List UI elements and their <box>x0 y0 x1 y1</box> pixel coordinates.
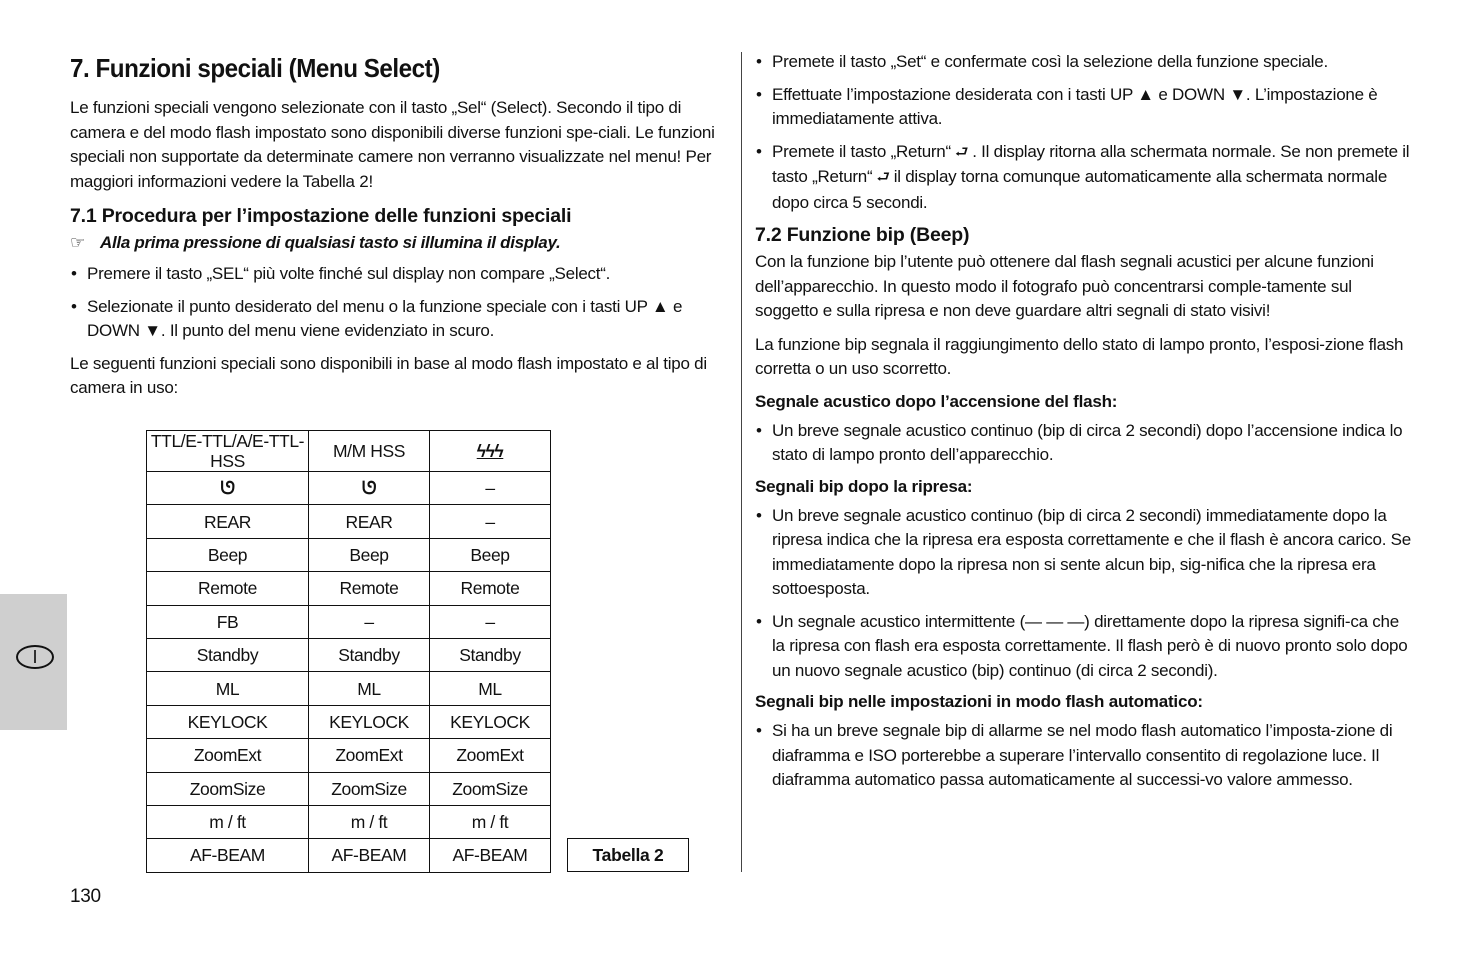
table-row <box>147 572 551 605</box>
table-cell: AF-BEAM <box>430 839 551 872</box>
table-cell: KEYLOCK <box>430 705 551 738</box>
table-cell: ZoomExt <box>147 739 309 772</box>
header-auto-flash-icon: ϟϟϟ <box>430 431 551 472</box>
intro-paragraph: Le funzioni speciali vengono selezionate con il tasto „Sel“ (Select). Secondo il tipo di camera e del modo flash impostato sono disponibili diverse funzioni spe-ciali. Le funzioni speciali non supportate da determinate camere non verranno visualizzate nel menu! Per maggiori informazioni vedere la Tabella 2! <box>70 98 715 191</box>
multi-flash-icon: ᘎ <box>309 472 430 505</box>
list-item: • Premere il tasto „SEL“ più volte finché sul display non compare „Select“. <box>70 262 720 287</box>
pointing-hand-icon: ☞ <box>70 233 85 252</box>
note-text: Alla prima pressione di qualsiasi tasto si illumina il display. <box>100 233 561 252</box>
table-cell: Remote <box>309 572 430 605</box>
list-item: • Premete il tasto „Set“ e confermate così la selezione della funzione speciale. <box>755 50 1415 75</box>
table-cell: ZoomSize <box>147 772 309 805</box>
table-cell: – <box>430 505 551 538</box>
table-cell: KEYLOCK <box>147 705 309 738</box>
section-title-7-2: 7.2 Funzione bip (Beep) <box>755 224 970 246</box>
list-item: • Un segnale acustico intermittente (— — —) direttamente dopo la ripresa signifi-ca che la ripresa con flash era esposta correttamente. Il flash però è di nuovo pronto solo dopo un nuovo segnale acustico (bip) continuo (di circa 2 secondi). <box>755 610 1415 684</box>
table-cell: Standby <box>309 638 430 671</box>
list-item: • Si ha un breve segnale bip di allarme se nel modo flash automatico l’imposta-zione di diaframma e ISO porterebbe a superare l’intervallo consentito di regolazione luce. Il diaframma automatico passa automaticamente al successi-vo valore ammesso. <box>755 719 1415 793</box>
table-cell: Beep <box>309 538 430 571</box>
after-shot-list <box>755 504 1415 684</box>
table-cell: ZoomSize <box>430 772 551 805</box>
table-cell: – <box>430 472 551 505</box>
table-cell: FB <box>147 605 309 638</box>
table-cell: m / ft <box>309 805 430 838</box>
return-icon: ⮐ <box>876 169 890 186</box>
table-row <box>147 805 551 838</box>
beep-paragraph-1: Con la funzione bip l’utente può ottenere dal flash segnali acustici per alcune funzioni dell’apparecchio. In questo modo il fotografo può concentrarsi comple-tamente sul soggetto e sulla ripresa e non deve guardare altri segnali di stato visivi! <box>755 252 1374 320</box>
table-cell: m / ft <box>430 805 551 838</box>
table-cell: ZoomExt <box>430 739 551 772</box>
table-row <box>147 705 551 738</box>
table-caption: Tabella 2 <box>567 838 689 872</box>
beep-paragraph-2: La funzione bip segnala il raggiungimento dello stato di lampo pronto, l’esposi-zione flash corretta o un uso scorretto. <box>755 334 1404 378</box>
subheading-auto-mode: Segnali bip nelle impostazioni in modo flash automatico: <box>755 692 1203 711</box>
table-cell: Standby <box>430 638 551 671</box>
return-text-b: . Il display ritorna alla schermata normale. Se non premete il tasto „Return“ <box>772 141 1410 186</box>
header-ttl: TTL/E-TTL/A/E-TTL-HSS <box>147 431 309 472</box>
table-row <box>147 772 551 805</box>
note <box>70 231 720 255</box>
table-intro: Le seguenti funzioni speciali sono disponibili in base al modo flash impostato e al tipo di camera in uso: <box>70 353 707 397</box>
multi-flash-icon: ᘎ <box>147 472 309 505</box>
table-cell: ZoomSize <box>309 772 430 805</box>
table-cell: ML <box>147 672 309 705</box>
language-side-tab <box>0 594 67 730</box>
table-row <box>147 672 551 705</box>
table-cell: – <box>309 605 430 638</box>
table-cell: KEYLOCK <box>309 705 430 738</box>
table-cell: Remote <box>430 572 551 605</box>
table-row <box>147 472 551 505</box>
set-return-list <box>755 50 1415 215</box>
auto-mode-list <box>755 719 1415 793</box>
return-text-a: Premete il tasto „Return“ <box>772 141 951 161</box>
table-cell: ML <box>309 672 430 705</box>
table-row <box>147 739 551 772</box>
table-row <box>147 638 551 671</box>
table-row <box>147 538 551 571</box>
table-cell: REAR <box>147 505 309 538</box>
table-cell: Beep <box>147 538 309 571</box>
table-cell: – <box>430 605 551 638</box>
table-row <box>147 839 551 872</box>
table-cell: REAR <box>309 505 430 538</box>
left-column <box>70 52 720 410</box>
table-cell: ML <box>430 672 551 705</box>
table-cell: AF-BEAM <box>147 839 309 872</box>
list-item <box>755 140 1415 216</box>
table-header-row <box>147 431 551 472</box>
column-divider <box>741 52 742 872</box>
table-cell: Beep <box>430 538 551 571</box>
table-cell: Standby <box>147 638 309 671</box>
subheading-after-shot: Segnali bip dopo la ripresa: <box>755 476 973 496</box>
table-cell: AF-BEAM <box>309 839 430 872</box>
table-row <box>147 505 551 538</box>
list-item: • Un breve segnale acustico continuo (bip di circa 2 secondi) immediatamente dopo la ripresa indica che la ripresa era esposta correttamente e che il flash è ancora carico. Se immediatamente dopo la ripresa non si sente alcun bip, sig-nifica che la ripresa era sottoesposta. <box>755 504 1415 602</box>
return-text-c: il display torna comunque automaticamente alla schermata normale dopo circa 5 secondi. <box>772 167 1388 212</box>
header-manual: M/M HSS <box>309 431 430 472</box>
power-on-list <box>755 419 1415 468</box>
subheading-power-on: Segnale acustico dopo l’accensione del flash: <box>755 391 1118 411</box>
return-icon: ⮐ <box>954 143 969 161</box>
list-item: • Un breve segnale acustico continuo (bip di circa 2 secondi) dopo l’accensione indica lo stato di lampo pronto dell’apparecchio. <box>755 419 1415 468</box>
special-functions-table <box>146 430 551 873</box>
table-cell: Remote <box>147 572 309 605</box>
table-cell: m / ft <box>147 805 309 838</box>
table-row <box>147 605 551 638</box>
list-item: • Selezionate il punto desiderato del menu o la funzione speciale con i tasti UP ▲ e DOWN ▼. Il punto del menu viene evidenziato in scuro. <box>70 295 720 344</box>
section-title-7-1: 7.1 Procedura per l’impostazione delle funzioni speciali <box>70 205 572 227</box>
procedure-list <box>70 262 720 344</box>
page-number: 130 <box>70 886 101 907</box>
page-title: 7. Funzioni speciali (Menu Select) <box>70 53 440 83</box>
language-badge: I <box>16 645 54 669</box>
table-cell: ZoomExt <box>309 739 430 772</box>
list-item: • Effettuate l’impostazione desiderata con i tasti UP ▲ e DOWN ▼. L’impostazione è immediatamente attiva. <box>755 83 1415 132</box>
right-column <box>755 50 1415 801</box>
